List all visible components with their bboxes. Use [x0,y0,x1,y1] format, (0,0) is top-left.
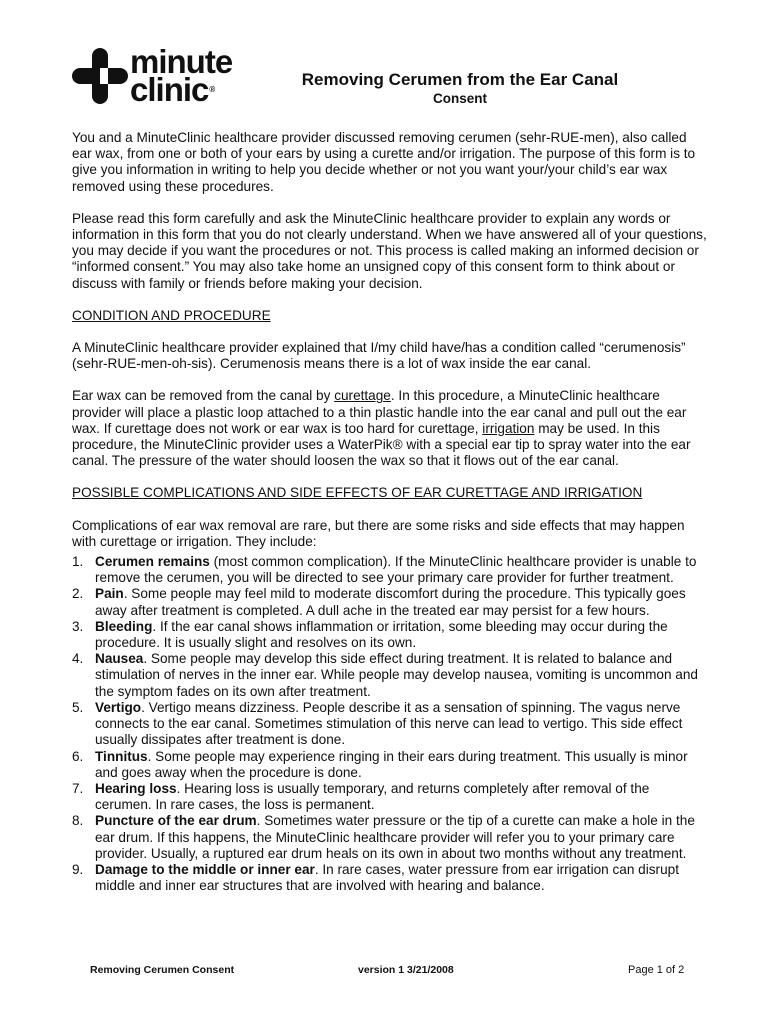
document-body [72,130,708,894]
page-title: Removing Cerumen from the Ear Canal [301,70,619,89]
footer-page-number: Page 1 of 2 [628,964,685,976]
footer-document-name: Removing Cerumen Consent [90,964,235,976]
list-item: 7. Hearing loss. Hearing loss is usually temporary, and returns completely after removal of the cerumen. In rare cases, the loss is permanent. [72,780,650,813]
list-item: 3. Bleeding. If the ear canal shows inflammation or irritation, some bleeding may occur during the procedure. It is usually slight and resolves on its own. [72,618,668,651]
intro-paragraph-2: Please read this form carefully and ask the MinuteClinic healthcare provider to explain any words or information in this form that you do not clearly understand. When we have answered all of your questions, you may decide if you want the procedures or not. This process is called making an informed decision or “informed consent.” You may also take home an unsigned copy of this consent form to think about or discuss with family or friends before making your decision. [72,210,707,291]
list-item: 2. Pain. Some people may feel mild to moderate discomfort during the procedure. This typically goes away after treatment is completed. A dull ache in the treated ear may persist for a few hours. [72,586,686,618]
condition-paragraph-1: A MinuteClinic healthcare provider explained that I/my child have/has a condition called “cerumenosis” (sehr-RUE-men-oh-sis). Cerumenosis means there is a lot of wax inside the ear canal. [72,340,686,372]
page-subtitle: Consent [433,91,487,106]
medical-cross-icon [70,46,130,106]
complications-intro: Complications of ear wax removal are rare, but there are some risks and side effects that may happen with curettage or irrigation. They include: [72,517,685,549]
intro-paragraph-1: You and a MinuteClinic healthcare provider discussed removing cerumen (sehr-RUE-men), also called ear wax, from one or both of your ears by using a curette and/or irrigation. The purpose of this form is to give you information in writing to help you decide whether or not you want your/your child’s ear wax removed using these procedures. [72,130,696,194]
logo-line-1: minute [130,43,233,80]
list-item: 4. Nausea. Some people may develop this side effect during treatment. It is related to balance and stimulation of nerves in the inner ear. While people may develop nausea, vomiting is uncommon and the symptom fades on its own after treatment. [72,651,698,699]
complications-list [72,554,708,894]
section-heading-complications: POSSIBLE COMPLICATIONS AND SIDE EFFECTS OF EAR CURETTAGE AND IRRIGATION [72,485,643,501]
condition-paragraph-2: Ear wax can be removed from the canal by curettage. In this procedure, a MinuteClinic healthcare provider will place a plastic loop attached to a thin plastic handle into the ear canal and pull out the ear wax. If curettage does not work or ear wax is too hard for curettage, irrigation may be used. In this procedure, the MinuteClinic provider uses a WaterPik® with a special ear tip to spray water into the ear canal. The pressure of the water should loosen the wax so that it flows out of the ear canal. [72,388,691,469]
irrigation-term: irrigation [482,420,535,436]
section-heading-condition: CONDITION AND PROCEDURE [72,307,271,323]
logo-wordmark [130,43,233,108]
list-item: 9. Damage to the middle or inner ear. In rare cases, water pressure from ear irrigation can disrupt middle and inner ear structures that are involved with hearing and balance. [72,861,679,894]
list-item: 1. Cerumen remains (most common complication). If the MinuteClinic healthcare provider is unable to remove the cerumen, you will be directed to see your primary care provider for further treatment. [72,554,697,586]
minuteclinic-logo [70,44,240,114]
logo-line-2: clinic® [130,71,215,108]
list-item: 5. Vertigo. Vertigo means dizziness. People describe it as a sensation of spinning. The vagus nerve connects to the ear canal. Sometimes stimulation of this nerve can lead to vertigo. This side effect usually dissipates after treatment is done. [72,699,683,748]
curettage-term: curettage [334,388,391,404]
footer-version: version 1 3/21/2008 [358,964,454,976]
list-item: 8. Puncture of the ear drum. Sometimes water pressure or the tip of a curette can make a hole in the ear drum. If this happens, the MinuteClinic healthcare provider will refer you to your primary care provider. Usually, a ruptured ear drum heals on its own in about two months without any treatment. [72,813,695,861]
list-item: 6. Tinnitus. Some people may experience ringing in their ears during treatment. This usually is minor and goes away when the procedure is done. [72,748,688,780]
